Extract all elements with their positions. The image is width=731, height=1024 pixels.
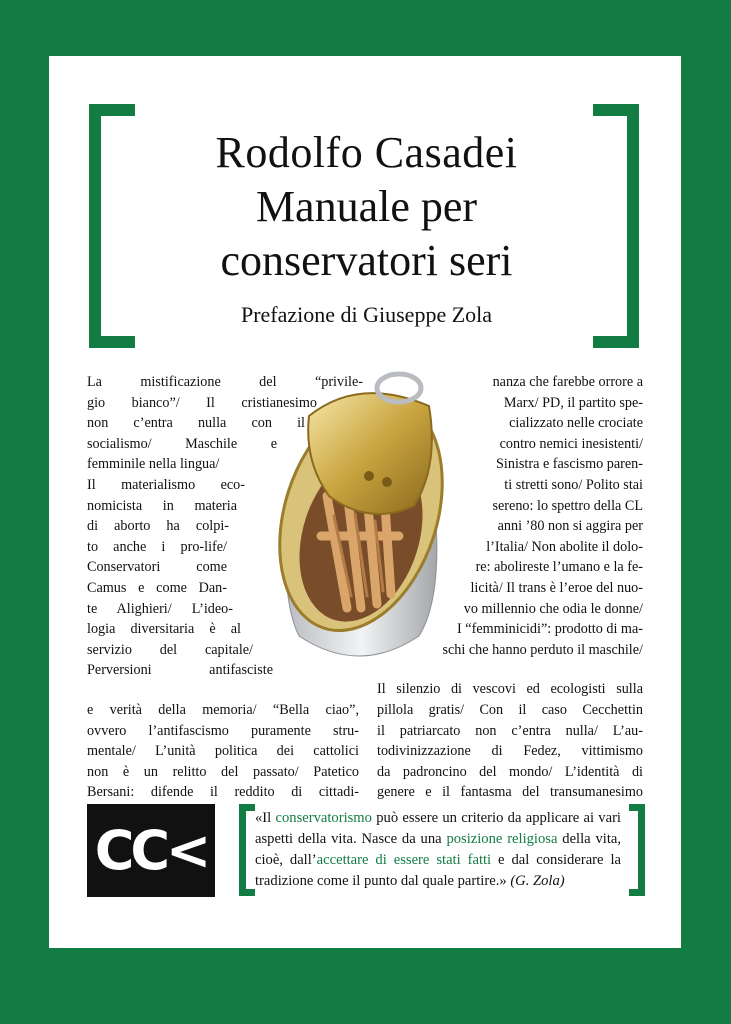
quote-text: «Il <box>255 810 276 826</box>
bottom-right-line: da padroncino del mondo/ L’identità di <box>377 763 643 780</box>
back-quote <box>255 808 621 892</box>
right-bracket <box>593 104 639 348</box>
author-name: Rodolfo Casadei <box>215 128 518 177</box>
left-line: Perversioni antifasciste <box>87 662 273 679</box>
quote-highlight: accettare di essere stati fatti <box>316 852 492 868</box>
left-line: socialismo/ Maschile e <box>87 435 277 452</box>
right-line: Sinistra e fascismo paren- <box>496 456 643 473</box>
left-line: servizio del capitale/ <box>87 641 253 658</box>
right-line: schi che hanno perduto il maschile/ <box>442 641 643 658</box>
right-line: vo millennio che odia le donne/ <box>463 600 643 617</box>
right-line: l’Italia/ Non abolite il dolo- <box>486 538 643 555</box>
quote-highlight: posizione religiosa <box>446 831 558 847</box>
sardine-can-image <box>249 346 469 664</box>
left-line: logia diversitaria è al <box>87 621 241 638</box>
bottom-right-line: todivinizzazione di Fedez, vittimismo <box>377 743 643 760</box>
bottom-right-line: genere e il fantasma del transumanesimo <box>377 784 643 801</box>
right-line: Marx/ PD, il partito spe- <box>503 394 643 411</box>
left-line: Il materialismo eco- <box>87 476 245 493</box>
right-line: anni ’80 non si aggira per <box>497 518 643 535</box>
quote-attribution: (G. Zola) <box>510 873 565 889</box>
left-line: to anche i pro-life/ <box>87 538 227 555</box>
quote-text: e dal considerare la tradizione come il punto dal quale partire.» <box>255 852 621 889</box>
left-line: La mistificazione del “privile- <box>87 374 363 390</box>
bottom-left-line: Bersani: difende il reddito di cittadi- <box>87 784 359 801</box>
right-line: I “femminicidi”: prodotto di ma- <box>457 621 643 638</box>
publisher-logo: CC< <box>87 804 215 897</box>
right-line: ti stretti sono/ Polito stai <box>504 476 643 493</box>
left-line: non c’entra nulla con il <box>87 415 305 432</box>
left-line: nomicista in materia <box>87 497 237 514</box>
left-line: Conservatori come <box>87 559 227 576</box>
right-line: licità/ Il trans è l’eroe del nuo- <box>470 579 643 596</box>
book-title-line-2: conservatori seri <box>220 236 513 285</box>
left-line: di aborto ha colpi- <box>87 518 229 535</box>
bottom-left-line: ovvero l’antifascismo puramente stru- <box>87 722 359 739</box>
quote-left-bracket <box>239 804 255 896</box>
bottom-left-line: non è un relitto del passato/ Patetico <box>87 763 359 780</box>
bottom-left-line: e verità della memoria/ “Bella ciao”, <box>87 702 359 718</box>
quote-text: della vita, cioè, dall’ <box>255 831 621 868</box>
book-cover <box>49 56 681 948</box>
left-bracket <box>89 104 135 348</box>
right-line: nanza che farebbe orrore a <box>492 374 643 390</box>
right-line: cializzato nelle crociate <box>509 415 643 432</box>
right-line: re: abolireste l’umano e la fe- <box>475 559 643 576</box>
bottom-right-line: il patriarcato non c’entra nulla/ L’au- <box>377 722 643 739</box>
bottom-right-line: pillola gratis/ Con il caso Cecchettin <box>377 702 643 718</box>
bottom-right-line: Il silenzio di vescovi ed ecologisti sulla <box>377 681 643 698</box>
right-line: sereno: lo spettro della CL <box>492 497 643 514</box>
left-line: gio bianco”/ Il cristianesimo <box>87 394 317 411</box>
bottom-text-block <box>87 681 643 803</box>
quote-text: può essere un criterio da applicare ai vari aspetti della vita. Nasce da una <box>255 810 621 847</box>
left-line: te Alighieri/ L’ideo- <box>87 600 233 617</box>
quote-highlight: conservatorismo <box>275 810 372 826</box>
quote-right-bracket <box>629 804 645 896</box>
left-line: femminile nella lingua/ <box>87 456 220 473</box>
bottom-left-line: mentale/ L’unità politica dei cattolici <box>87 743 359 760</box>
preface-credit: Prefazione di Giuseppe Zola <box>240 302 493 327</box>
right-line: contro nemici inesistenti/ <box>499 435 643 452</box>
title-block <box>144 126 589 330</box>
book-title-line-1: Manuale per <box>255 182 478 231</box>
left-line: Camus e come Dan- <box>87 579 227 596</box>
